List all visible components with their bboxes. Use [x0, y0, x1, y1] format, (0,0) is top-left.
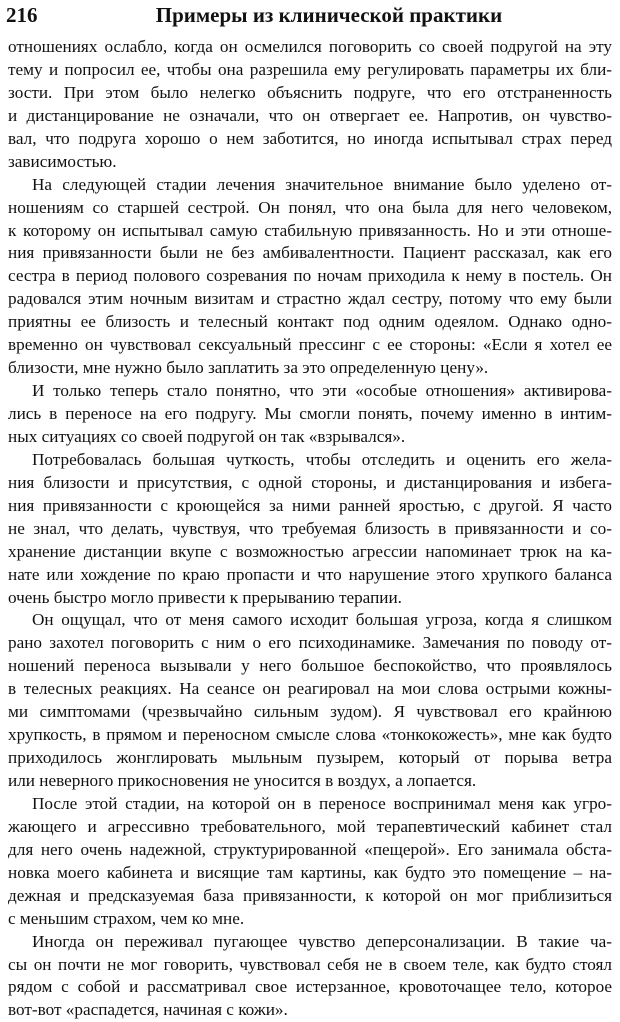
- running-title: Примеры из клинической практики: [155, 3, 503, 27]
- text-line: вот-вот «распадется, начиная с кожи».: [8, 1000, 288, 1020]
- text-line: После этой стадии, на которой он в переносе воспринимал меня как угро-: [32, 793, 612, 813]
- text-line: приятны ее близость и телесный контакт под одним одеялом. Однако одно-: [8, 312, 612, 332]
- text-line: в телесных реакциях. На сеансе он реагировал на мои слова острыми кожны-: [8, 679, 612, 699]
- page-header: [6, 0, 612, 34]
- text-line: тему и попросил ее, чтобы она разрешила ему регулировать параметры их бли-: [8, 59, 612, 79]
- text-line: очень быстро могло привести к прерыванию терапии.: [8, 587, 402, 607]
- text-line: вал, что подруга хорошо о нем заботится, но иногда испытывал страх перед: [8, 128, 612, 148]
- text-line: новка моего кабинета и висящие там картины, как будто это помещение – на-: [8, 862, 612, 882]
- text-line: ния привязанности были не без амбивалентности. Пациент рассказал, как его: [8, 243, 612, 263]
- text-line: приходилось жонглировать мыльным пузырем, который от порыва ветра: [8, 748, 612, 768]
- text-line: с меньшим страхом, чем ко мне.: [8, 908, 245, 928]
- text-line: лись в переносе на его подругу. Мы смогли понять, почему именно в интим-: [8, 404, 612, 423]
- text-line: Он ощущал, что от меня самого исходит большая угроза, когда я слишком: [32, 610, 612, 630]
- text-line: ми симптомами (чрезвычайно сильным зудом). Я чувствовал его крайнюю: [8, 702, 612, 722]
- text-line: дежная и предсказуемая база привязанности, к которой он мог приблизиться: [8, 885, 612, 905]
- text-line: сы он почти не мог говорить, чувствовал себя не в своем теле, как будто стоял: [8, 954, 612, 974]
- text-line: Потребовалась большая чуткость, чтобы отследить и оценить его жела-: [32, 449, 612, 469]
- text-line: зависимостью.: [8, 151, 117, 171]
- text-line: зости. При этом было нелегко объяснить подруге, что его отстраненность: [8, 82, 612, 102]
- text-line: ношениям со старшей сестрой. Он понял, что она была для него человеком,: [8, 197, 612, 217]
- text-line: и дистанцирование не означали, что он отвергает ее. Напротив, он чувство-: [8, 105, 612, 125]
- text-line: к которому он испытывал самую стабильную привязанность. Но и эти отноше-: [8, 220, 612, 240]
- text-line: ных ситуациях со своей подругой он так «взрывался».: [8, 426, 406, 446]
- text-line: для него очень надежной, структурированной «пещерой». Его занимала обста-: [8, 839, 612, 859]
- text-line: рано захотел поговорить с ним о его психодинамике. Замечания по поводу от-: [8, 633, 612, 653]
- text-line: И только теперь стало понятно, что эти «особые отношения» активирова-: [32, 381, 612, 401]
- text-line: хранение дистанции вкупе с возможностью агрессии напоминает трюк на ка-: [8, 541, 612, 561]
- page-number: 216: [6, 3, 38, 27]
- text-line: сестра в период полового созревания по ночам приходила к нему в постель. Он: [8, 266, 612, 286]
- text-line: ношений переноса вызывали у него большое беспокойство, что проявлялось: [8, 656, 612, 676]
- body-text: [8, 36, 612, 1022]
- text-line: ния привязанности с кроющейся за ними ранней яростью, с другой. Я часто: [8, 495, 612, 515]
- text-line: нате или хождение по краю пропасти и что нарушение этого хрупкого баланса: [8, 564, 612, 584]
- text-line: жающего и агрессивно требовательного, мой терапевтический кабинет стал: [8, 816, 612, 836]
- text-line: или неверного прикосновения не уносится в воздух, а лопается.: [8, 771, 477, 790]
- text-line: На следующей стадии лечения значительное внимание было уделено от-: [32, 174, 612, 194]
- text-line: радовался этим ночным визитам и страстно ждал сестру, потому что ему были: [8, 289, 612, 309]
- text-line: близости, мне нужно было заплатить за это определенную цену».: [8, 358, 489, 378]
- text-line: временно он чувствовал сексуальный прессинг с ее стороны: «Если я хотел ее: [8, 335, 612, 355]
- text-line: не знал, что делать, чувствуя, что требуемая близость в привязанности и со-: [8, 518, 612, 538]
- text-line: отношениях ослабло, когда он осмелился поговорить со своей подругой на эту: [8, 37, 612, 56]
- text-line: ния близости и присутствия, с одной стороны, и дистанцирования и избега-: [8, 472, 612, 492]
- text-line: Иногда он переживал пугающее чувство деперсонализации. В такие ча-: [32, 931, 612, 951]
- text-line: рядом с собой и рассматривал свое истерзанное, кровоточащее тело, которое: [8, 977, 612, 997]
- text-line: хрупкость, в прямом и переносном смысле слова «тонкокожесть», мне как будто: [8, 725, 612, 745]
